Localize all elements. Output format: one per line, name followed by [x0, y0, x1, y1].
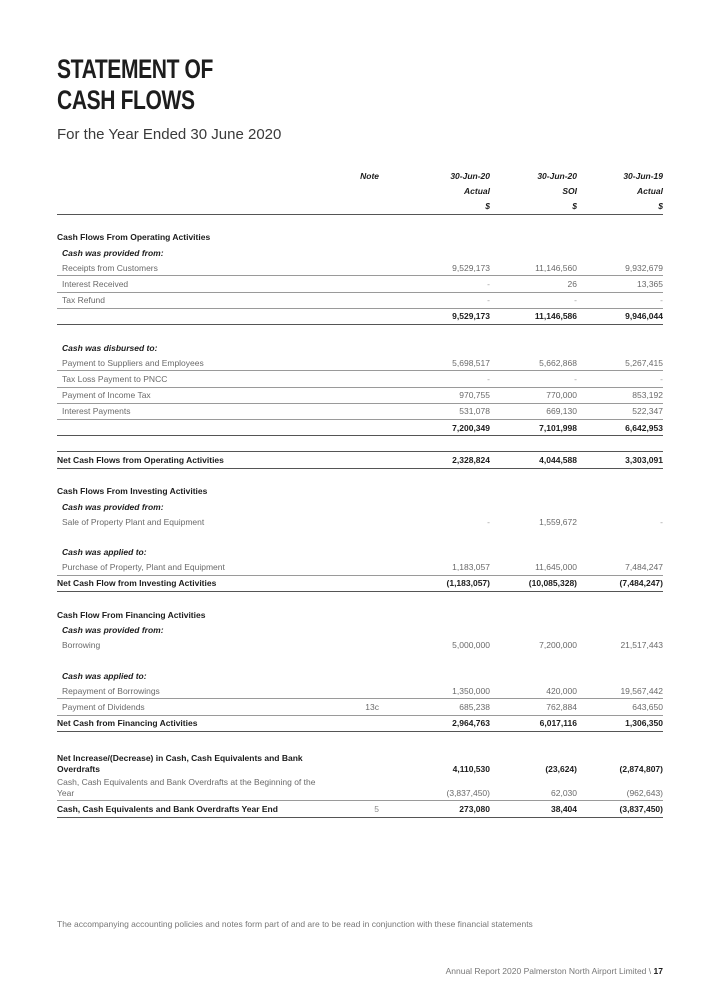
- value-2020-actual: 2,964,763: [393, 715, 490, 731]
- value-2019-actual: 1,306,350: [577, 715, 663, 731]
- value-2019-actual: 3,303,091: [577, 452, 663, 468]
- section-heading: Cash Flow From Financing Activities: [57, 609, 206, 620]
- row-label: Interest Payments: [57, 403, 329, 419]
- cash-flow-table: [57, 168, 663, 818]
- net-change-row: [57, 747, 663, 777]
- value-2020-actual: 1,350,000: [393, 683, 490, 699]
- value-2020-soi: 5,662,868: [490, 355, 577, 371]
- value-2019-actual: (962,643): [577, 777, 663, 801]
- row-label: Sale of Property Plant and Equipment: [62, 516, 205, 527]
- value-2020-actual: -: [393, 292, 490, 308]
- value-2019-actual: 9,932,679: [577, 260, 663, 276]
- col3-basis-header: Actual: [637, 185, 663, 196]
- opening-balance-row: [57, 777, 663, 801]
- value-2020-soi: 11,146,586: [490, 308, 577, 324]
- value-2020-actual: -: [487, 516, 490, 527]
- value-2020-actual: -: [393, 276, 490, 292]
- value-2020-soi: -: [490, 371, 577, 387]
- subsection-heading: Cash was provided from:: [62, 625, 164, 636]
- row-label: Tax Loss Payment to PNCC: [57, 371, 329, 387]
- closing-balance-row: [57, 801, 663, 817]
- value-2019-actual: -: [577, 371, 663, 387]
- value-2020-actual: (3,837,450): [393, 777, 490, 801]
- col2-unit-header: $: [490, 198, 577, 214]
- value-2020-actual: 7,200,349: [393, 420, 490, 436]
- value-2019-actual: 853,192: [577, 387, 663, 403]
- value-2019-actual: (3,837,450): [577, 801, 663, 817]
- value-2020-soi: 6,017,116: [490, 715, 577, 731]
- col3-date-header: 30-Jun-19: [623, 170, 663, 181]
- table-row: [57, 371, 663, 387]
- value-2020-actual: 4,110,530: [452, 763, 490, 774]
- value-2019-actual: 5,267,415: [577, 355, 663, 371]
- row-label: Repayment of Borrowings: [57, 683, 329, 699]
- value-2020-soi: 7,200,000: [539, 640, 577, 651]
- value-2020-actual: (1,183,057): [393, 575, 490, 591]
- value-2020-actual: 5,698,517: [393, 355, 490, 371]
- value-2020-actual: 9,529,173: [393, 260, 490, 276]
- row-label: Borrowing: [62, 640, 101, 651]
- table-row: [57, 514, 663, 529]
- row-label: Cash, Cash Equivalents and Bank Overdrafts at the Beginning of the Year: [57, 777, 329, 801]
- value-2019-actual: 13,365: [577, 276, 663, 292]
- value-2020-soi: 7,101,998: [490, 420, 577, 436]
- row-label: Net Cash from Financing Activities: [57, 715, 329, 731]
- net-financing-row: [57, 715, 663, 731]
- table-row: [57, 638, 663, 653]
- value-2019-actual: 19,567,442: [577, 683, 663, 699]
- value-2020-actual: 1,183,057: [393, 560, 490, 576]
- header-row-1: [57, 168, 663, 183]
- net-operating-row: [57, 452, 663, 468]
- table-row: [57, 683, 663, 699]
- col2-basis-header: SOI: [562, 185, 577, 196]
- net-investing-row: [57, 575, 663, 591]
- value-2020-actual: 5,000,000: [452, 640, 490, 651]
- col1-unit-header: $: [393, 198, 490, 214]
- footer-text: Annual Report 2020 Palmerston North Airport Limited: [445, 966, 647, 976]
- value-2020-actual: -: [393, 371, 490, 387]
- value-2019-actual: -: [660, 516, 663, 527]
- row-label: Payment to Suppliers and Employees: [57, 355, 329, 371]
- col1-date-header: 30-Jun-20: [450, 170, 490, 181]
- value-2020-soi: 420,000: [490, 683, 577, 699]
- row-label: Payment of Dividends: [57, 699, 329, 715]
- note-header: Note: [360, 170, 379, 181]
- table-row: [57, 276, 663, 292]
- table-row: [57, 387, 663, 403]
- value-2020-soi: (10,085,328): [490, 575, 577, 591]
- page-subtitle: For the Year Ended 30 June 2020: [57, 126, 282, 143]
- value-2020-soi: 4,044,588: [490, 452, 577, 468]
- value-2019-actual: 7,484,247: [577, 560, 663, 576]
- col2-date-header: 30-Jun-20: [537, 170, 577, 181]
- value-2019-actual: 9,946,044: [577, 308, 663, 324]
- footer-separator: \: [648, 966, 652, 976]
- section-heading: Cash Flows From Operating Activities: [57, 232, 211, 243]
- value-2019-actual: 6,642,953: [577, 420, 663, 436]
- value-2020-soi: 26: [490, 276, 577, 292]
- page-footer: [446, 966, 663, 976]
- subsection-heading: Cash was provided from:: [62, 247, 164, 258]
- row-label: Net Cash Flow from Investing Activities: [57, 575, 329, 591]
- table-row: [57, 560, 663, 576]
- value-2019-actual: 643,650: [577, 699, 663, 715]
- header-row-3: [57, 198, 663, 214]
- row-label: Net Increase/(Decrease) in Cash, Cash Equivalents and Bank Overdrafts: [57, 752, 303, 774]
- row-label: Receipts from Customers: [57, 260, 329, 276]
- table-row: [57, 292, 663, 308]
- value-2020-soi: 11,645,000: [490, 560, 577, 576]
- row-label: Cash, Cash Equivalents and Bank Overdrafts Year End: [57, 801, 329, 817]
- value-2020-actual: 273,080: [393, 801, 490, 817]
- note-ref: 5: [329, 801, 393, 817]
- title-line-2: CASH FLOWS: [57, 85, 195, 115]
- row-label: Tax Refund: [57, 292, 329, 308]
- table-row: [57, 260, 663, 276]
- value-2020-soi: 770,000: [490, 387, 577, 403]
- footnote: The accompanying accounting policies and notes form part of and are to be read in conjunction with these financial statements: [57, 919, 533, 929]
- col1-basis-header: Actual: [464, 185, 490, 196]
- title-line-1: STATEMENT OF: [57, 54, 213, 84]
- row-label: Interest Received: [57, 276, 329, 292]
- page-title: [57, 54, 213, 116]
- table-row: [57, 403, 663, 419]
- value-2020-actual: 531,078: [393, 403, 490, 419]
- section-heading: Cash Flows From Investing Activities: [57, 486, 208, 497]
- value-2020-soi: 1,559,672: [539, 516, 577, 527]
- value-2020-soi: 62,030: [490, 777, 577, 801]
- value-2019-actual: 21,517,443: [620, 640, 663, 651]
- value-2020-actual: 970,755: [393, 387, 490, 403]
- value-2020-actual: 685,238: [393, 699, 490, 715]
- value-2020-soi: (23,624): [545, 763, 577, 774]
- subsection-heading: Cash was disbursed to:: [62, 342, 158, 353]
- value-2020-soi: 38,404: [490, 801, 577, 817]
- value-2020-actual: 2,328,824: [393, 452, 490, 468]
- value-2020-actual: 9,529,173: [393, 308, 490, 324]
- subsection-heading: Cash was applied to:: [62, 547, 147, 558]
- subtotal-row: [57, 420, 663, 436]
- value-2019-actual: (2,874,807): [619, 763, 663, 774]
- value-2020-soi: 762,884: [490, 699, 577, 715]
- value-2019-actual: (7,484,247): [577, 575, 663, 591]
- value-2019-actual: -: [577, 292, 663, 308]
- header-row-2: [57, 183, 663, 198]
- subtotal-row: [57, 308, 663, 324]
- note-ref: 13c: [329, 699, 393, 715]
- value-2019-actual: 522,347: [577, 403, 663, 419]
- subsection-heading: Cash was provided from:: [62, 501, 164, 512]
- page-number: 17: [653, 966, 663, 976]
- table-row: [57, 355, 663, 371]
- row-label: Net Cash Flows from Operating Activities: [57, 452, 329, 468]
- value-2020-soi: 669,130: [490, 403, 577, 419]
- col3-unit-header: $: [577, 198, 663, 214]
- row-label: Payment of Income Tax: [57, 387, 329, 403]
- row-label: Purchase of Property, Plant and Equipment: [57, 560, 329, 576]
- value-2020-soi: -: [490, 292, 577, 308]
- table-row: [57, 699, 663, 715]
- value-2020-soi: 11,146,560: [490, 260, 577, 276]
- subsection-heading: Cash was applied to:: [62, 670, 147, 681]
